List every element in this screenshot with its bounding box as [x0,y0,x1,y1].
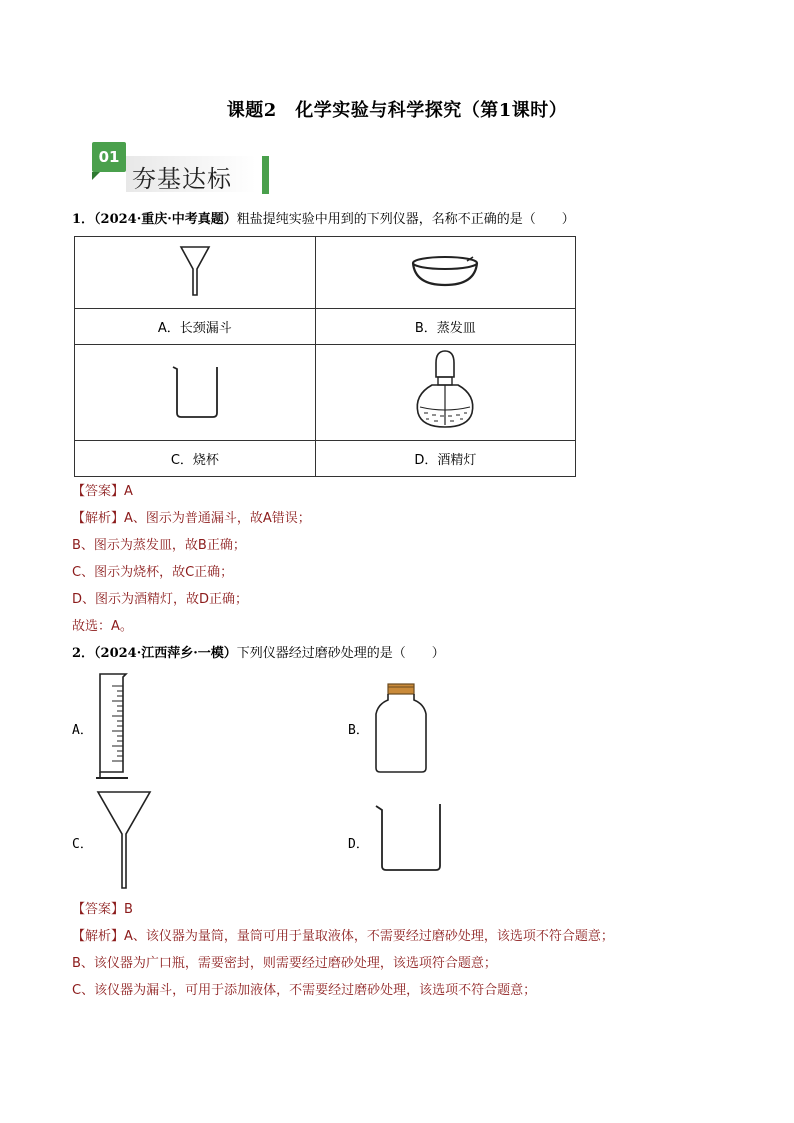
q2-option-c: C． [72,837,93,852]
q1-option-a: A．长颈漏斗 [75,309,316,345]
q2-analysis-line: B、该仪器为广口瓶，需要密封，则需要经过磨砂处理，该选项符合题意； [72,956,497,971]
q2-analysis-line: 【解析】A、该仪器为量筒，量筒可用于量取液体，不需要经过磨砂处理，该选项不符合题意； [72,929,614,944]
q1-option-d: D．酒精灯 [315,441,575,477]
page-title: 课题2 化学实验与科学探究（第1课时） [226,100,568,121]
section-badge [86,142,276,196]
q2-prefix: 2． [72,646,95,661]
q1-option-d-image [315,345,575,441]
graduated-cylinder-icon [96,672,132,780]
evaporating-dish-icon [405,251,485,291]
q2-option-a: A． [72,723,93,738]
q1-option-a-image [75,237,316,309]
q1-prefix: 1． [72,212,95,227]
funnel-icon [96,790,152,890]
funnel-icon [175,241,215,301]
q2-text: 下列仪器经过磨砂处理的是（ ） [236,646,445,661]
q1-analysis-line: D、图示为酒精灯，故D正确； [72,592,249,607]
badge-fold [92,172,100,180]
q2-option-d: D． [348,837,369,852]
q2-answer: 【答案】B [72,902,133,917]
alcohol-lamp-icon [410,347,480,435]
beaker-icon [374,802,446,874]
q1-source: （2024·重庆·中考真题） [94,212,237,227]
badge-bar [262,156,269,194]
q2-source: （2024·江西萍乡·一模） [94,646,237,661]
q1-option-c-image [75,345,316,441]
q1-text: 粗盐提纯实验中用到的下列仪器，名称不正确的是（ ） [236,212,575,227]
section-number: 01 [92,142,126,172]
question-2-stem [72,645,445,663]
q1-option-c: C．烧杯 [75,441,316,477]
q1-options-table [74,236,576,477]
q1-analysis-line: 【解析】A、图示为普通漏斗，故A错误； [72,511,311,526]
wide-mouth-bottle-icon [374,682,428,774]
q2-option-b: B． [348,723,369,738]
q1-analysis-line: C、图示为烧杯，故C正确； [72,565,234,580]
q1-analysis-line: B、图示为蒸发皿，故B正确； [72,538,246,553]
beaker-icon [165,361,225,421]
q1-answer: 【答案】A [72,484,133,499]
section-label: 夯基达标 [132,165,232,193]
q1-analysis-line: 故选：A。 [72,619,133,634]
q1-option-b: B．蒸发皿 [315,309,575,345]
question-1-stem [72,211,575,229]
q1-option-b-image [315,237,575,309]
q2-analysis-line: C、该仪器为漏斗，可用于添加液体，不需要经过磨砂处理，该选项不符合题意； [72,983,537,998]
